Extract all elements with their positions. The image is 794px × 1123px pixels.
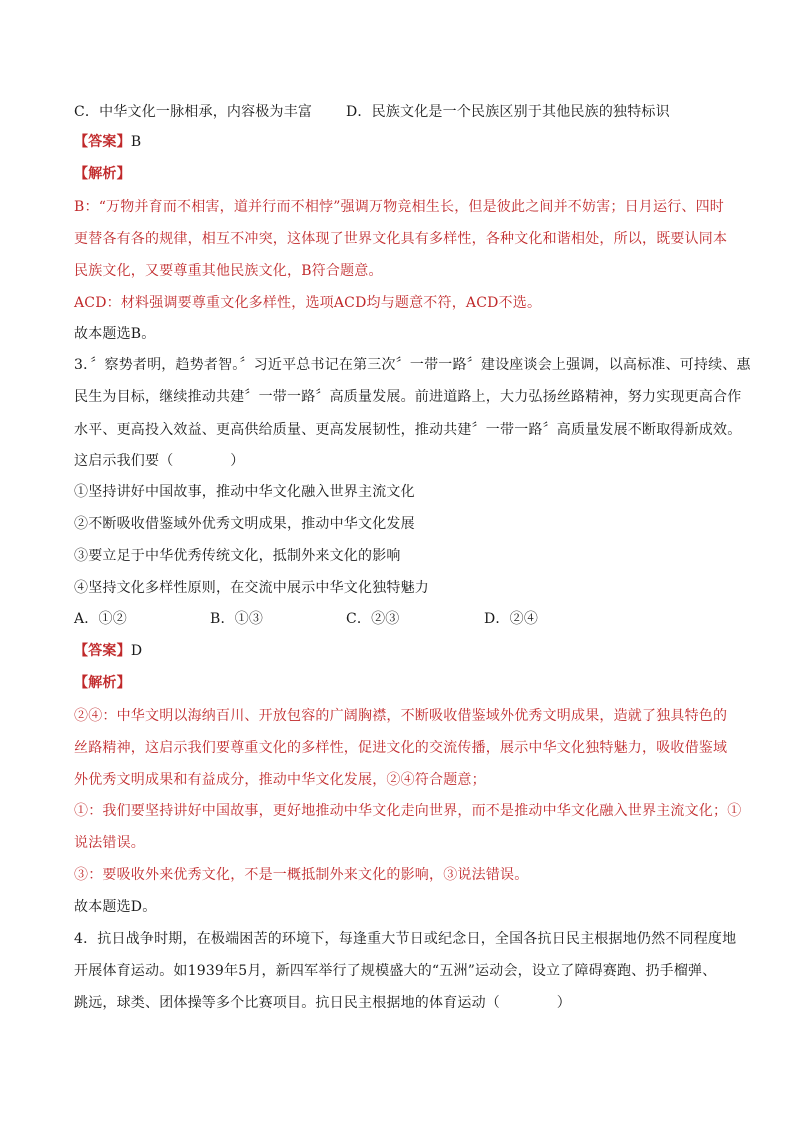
answer-label: 【答案】 <box>74 134 131 150</box>
q4-stem-line: 开展体育运动。如1939年5月，新四军举行了规模盛大的“五洲”运动会，设立了障碍赛跑、扔手榴弹、 <box>74 963 717 979</box>
q3-analysis-line: 丝路精神，这启示我们要尊重文化的多样性，促进文化的交流传播，展示中华文化独特魅力，吸收借鉴域 <box>74 740 728 756</box>
q4-stem-line: 4．抗日战争时期，在极端困苦的环境下，每逢重大节日或纪念日，全国各抗日民主根据地仍然不同程度地 <box>74 931 737 947</box>
q2-option-c: C．中华文化一脉相承，内容极为丰富 <box>74 104 313 120</box>
q2-analysis-label: 【解析】 <box>74 166 131 182</box>
q3-statement: ①坚持讲好中国故事，推动中华文化融入世界主流文化 <box>74 484 415 500</box>
q3-choice-c: C．②③ <box>346 611 400 627</box>
q3-analysis-line: 说法错误。 <box>74 835 145 851</box>
answer-label: 【答案】 <box>74 643 131 659</box>
q3-analysis-line: ③：要吸收外来优秀文化，不是一概抵制外来文化的影响，③说法错误。 <box>74 867 529 883</box>
q3-statement: ②不断吸收借鉴域外优秀文明成果，推动中华文化发展 <box>74 516 415 532</box>
q2-conclusion: 故本题选B。 <box>74 326 156 342</box>
q3-conclusion: 故本题选D。 <box>74 899 157 915</box>
q3-analysis-line: ②④：中华文明以海纳百川、开放包容的广阔胸襟，不断吸收借鉴域外优秀文明成果，造就了独具特色的 <box>74 708 728 724</box>
q3-choice-a: A．①② <box>74 611 127 627</box>
q3-stem-line: 民生为目标，继续推动共建〞一带一路〞高质量发展。前进道路上，大力弘扬丝路精神，努力实现更高合作 <box>74 389 742 405</box>
q3-analysis-line: 外优秀文明成果和有益成分，推动中华文化发展，②④符合题意； <box>74 772 486 788</box>
answer-value: B <box>130 134 142 150</box>
q2-answer <box>74 132 141 152</box>
q3-choice-b: B．①③ <box>210 611 264 627</box>
q2-analysis-line: 民族文化，又要尊重其他民族文化，B符合题意。 <box>74 263 383 279</box>
q3-stem-line: 水平、更高投入效益、更高供给质量、更高发展韧性，推动共建〞一带一路〞高质量发展不断取得新成效。 <box>74 422 742 438</box>
q4-stem-line: 跳远，球类、团体操等多个比赛项目。抗日民主根据地的体育运动（ ） <box>74 995 571 1011</box>
q2-analysis-line: 更替各有各的规律，相互不冲突，这体现了世界文化具有多样性，各种文化和谐相处，所以，既要认同本 <box>74 231 728 247</box>
q3-choice-d: D．②④ <box>484 611 539 627</box>
answer-value: D <box>130 643 143 659</box>
q3-answer <box>74 641 142 661</box>
q3-stem-line: 这启示我们要（ ） <box>74 453 245 469</box>
q3-stem-line: 3．〞察势者明，趋势者智。〞习近平总书记在第三次〞一带一路〞建设座谈会上强调，以高标准、可持续、惠 <box>74 357 751 373</box>
q3-statement: ③要立足于中华优秀传统文化，抵制外来文化的影响 <box>74 548 401 564</box>
q2-analysis-line: B：“万物并育而不相害，道并行而不相悖”强调万物竞相生长，但是彼此之间并不妨害；日月运行、四时 <box>74 199 724 215</box>
q3-statement: ④坚持文化多样性原则，在交流中展示中华文化独特魅力 <box>74 580 429 596</box>
q3-analysis-line: ①：我们要坚持讲好中国故事，更好地推动中华文化走向世界，而不是推动中华文化融入世界主流文化；① <box>74 803 742 819</box>
q3-analysis-label: 【解析】 <box>74 675 131 691</box>
q2-analysis-line: ACD：材料强调要尊重文化多样性，选项ACD均与题意不符，ACD不选。 <box>74 295 542 311</box>
q2-option-d: D．民族文化是一个民族区别于其他民族的独特标识 <box>346 104 670 120</box>
